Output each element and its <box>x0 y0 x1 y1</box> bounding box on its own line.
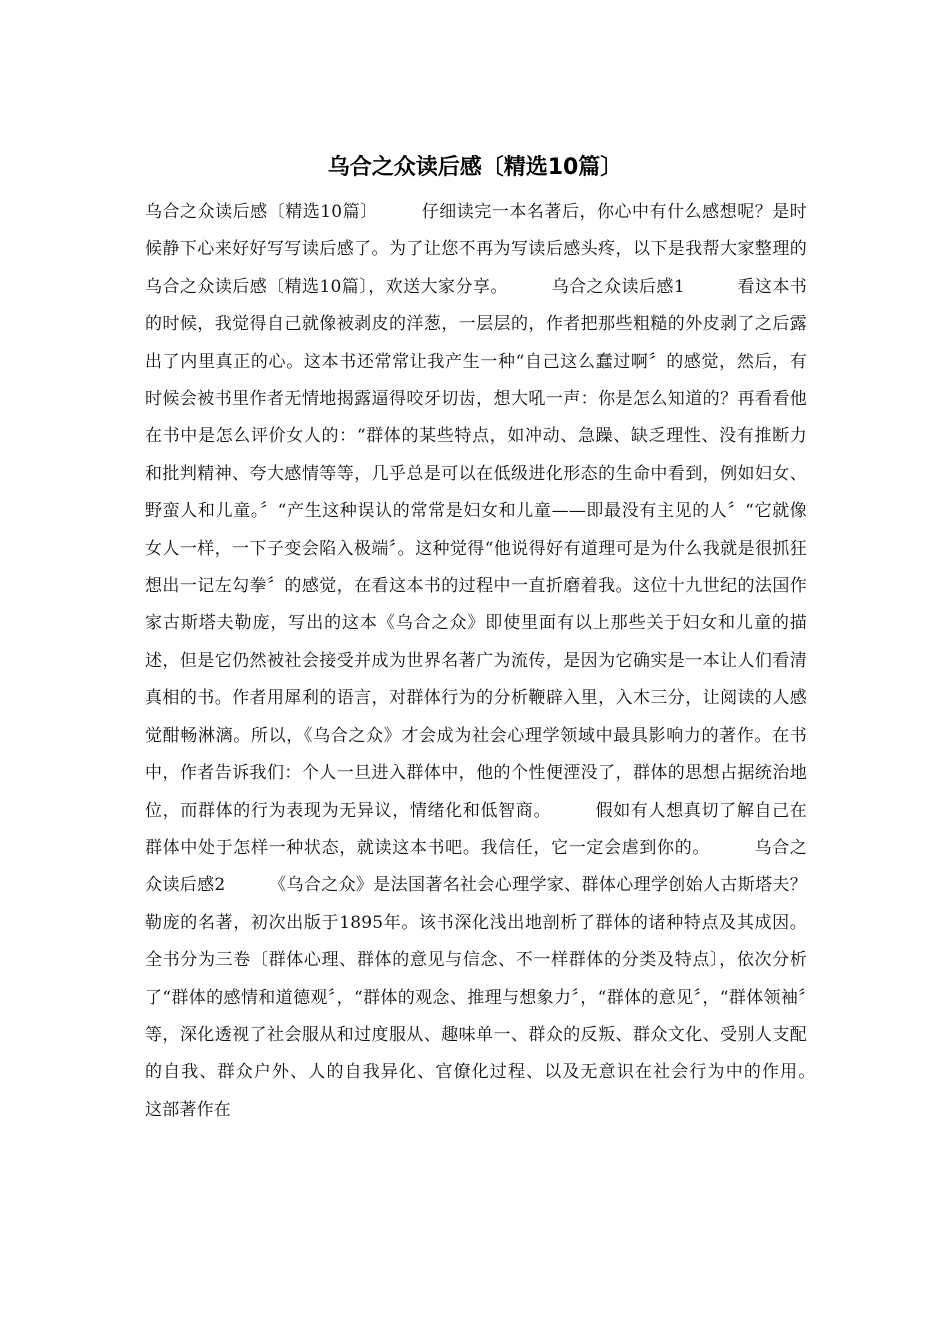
document-title: 乌合之众读后感〔精选10篇〕 <box>327 155 623 180</box>
document-body-text: 乌合之众读后感〔精选10篇〕 仔细读完一本名著后，你心中有什么感想呢？是时候静下心来好好写写读后感了。为了让您不再为写读后感头疼，以下是我帮大家整理的乌合之众读后感〔精选10篇〕，欢送大家分享。 乌合之众读后感1 看这本书的时候，我觉得自己就像被剥皮的洋葱，一层层的，作者把那些粗糙的外皮剥了之后露出了内里真正的心。这本书还常常让我产生一种“自己这么蠢过啊〞的感觉，然后，有时候会被书里作者无情地揭露逼得咬牙切齿，想大吼一声：你是怎么知道的？再看看他在书中是怎么评价女人的：“群体的某些特点，如冲动、急躁、缺乏理性、没有推断力和批判精神、夸大感情等等，几乎总是可以在低级进化形态的生命中看到，例如妇女、野蛮人和儿童。〞“产生这种误认的常常是妇女和儿童——即最没有主见的人〞“它就像女人一样，一下子变会陷入极端〞。这种觉得“他说得好有道理可是为什么我就是很抓狂想出一记左勾拳〞的感觉，在看这本书的过程中一直折磨着我。这位十九世纪的法国作家古斯塔夫勒庞，写出的这本《乌合之众》即使里面有以上那些关于妇女和儿童的描述，但是它仍然被社会接受并成为世界名著广为流传，是因为它确实是一本让人们看清真相的书。作者用犀利的语言，对群体行为的分析鞭辟入里，入木三分，让阅读的人感觉酣畅淋漓。所以，《乌合之众》才会成为社会心理学领域中最具影响力的著作。在书中，作者告诉我们：个人一旦进入群体中，他的个性便湮没了，群体的思想占据统治地位，而群体的行为表现为无异议，情绪化和低智商。 假如有人想真切了解自己在群体中处于怎样一种状态，就读这本书吧。我信任，它一定会虐到你的。 乌合之众读后感2 《乌合之众》是法国著名社会心理学家、群体心理学创始人古斯塔夫？勒庞的名著，初次出版于1895年。该书深化浅出地剖析了群体的诸种特点及其成因。全书分为三卷〔群体心理、群体的意见与信念、不一样群体的分类及特点〕，依次分析了“群体的感情和道德观〞，“群体的观念、推理与想象力〞，“群体的意见〞，“群体领袖〞等，深化透视了社会服从和过度服从、趣味单一、群众的反叛、群众文化、受别人支配的自我、群众户外、人的自我异化、官僚化过程、以及无意识在社会行为中的作用。 这部著作在 <box>145 202 859 1120</box>
